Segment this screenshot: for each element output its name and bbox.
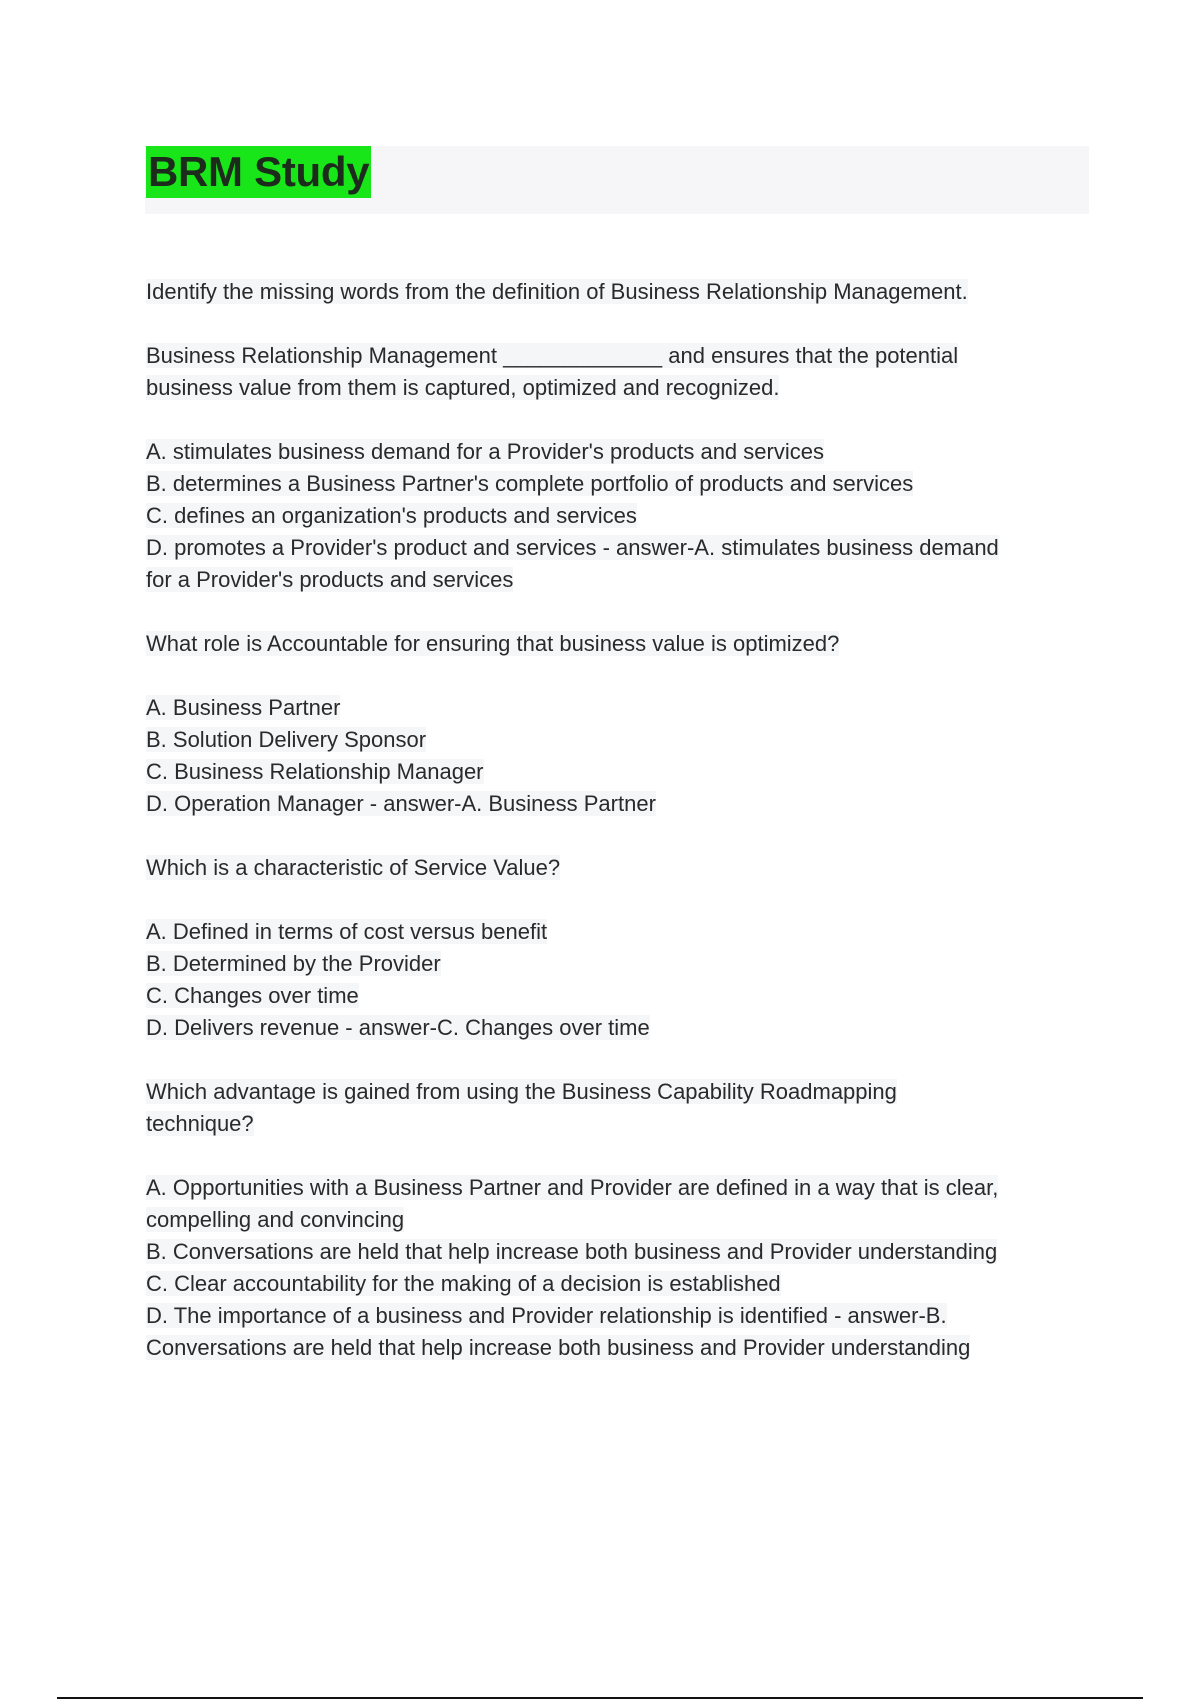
option-a: compelling and convincing (146, 1207, 405, 1232)
question-1-text: Identify the missing words from the definition of Business Relationship Management. (146, 279, 968, 304)
question-3-options (146, 916, 1096, 1044)
option-a: A. Defined in terms of cost versus benefit (146, 919, 548, 944)
option-c: C. defines an organization's products and services (146, 503, 637, 528)
option-d-with-answer: Conversations are held that help increase both business and Provider understanding (146, 1335, 971, 1360)
option-b: B. determines a Business Partner's complete portfolio of products and services (146, 471, 914, 496)
question-4-text: technique? (146, 1111, 254, 1136)
question-1 (146, 276, 1096, 308)
option-c: C. Business Relationship Manager (146, 759, 484, 784)
question-4-text: Which advantage is gained from using the Business Capability Roadmapping (146, 1079, 897, 1104)
option-b: B. Solution Delivery Sponsor (146, 727, 427, 752)
question-2-text: What role is Accountable for ensuring that business value is optimized? (146, 631, 840, 656)
option-a: A. Business Partner (146, 695, 341, 720)
question-3 (146, 852, 1096, 884)
definition-line: Business Relationship Management _____________ and ensures that the potential (146, 343, 959, 368)
option-d-with-answer: for a Provider's products and services (146, 567, 514, 592)
question-2-options (146, 692, 1096, 820)
page-bottom-rule (57, 1697, 1143, 1699)
definition-line: business value from them is captured, optimized and recognized. (146, 375, 780, 400)
option-d-with-answer: D. promotes a Provider's product and services - answer-A. stimulates business demand (146, 535, 999, 560)
option-d-with-answer: D. Delivers revenue - answer-C. Changes over time (146, 1015, 650, 1040)
question-2 (146, 628, 1096, 660)
question-3-text: Which is a characteristic of Service Value? (146, 855, 561, 880)
option-b: B. Determined by the Provider (146, 951, 441, 976)
option-a: A. Opportunities with a Business Partner and Provider are defined in a way that is clear, (146, 1175, 999, 1200)
option-c: C. Clear accountability for the making of a decision is established (146, 1271, 781, 1296)
question-4 (146, 1076, 1096, 1140)
option-c: C. Changes over time (146, 983, 359, 1008)
option-a: A. stimulates business demand for a Provider's products and services (146, 439, 824, 464)
document-title: BRM Study (146, 146, 371, 198)
option-b: B. Conversations are held that help increase both business and Provider understanding (146, 1239, 998, 1264)
question-4-options (146, 1172, 1096, 1364)
option-d-with-answer: D. The importance of a business and Provider relationship is identified - answer-B. (146, 1303, 947, 1328)
option-d-with-answer: D. Operation Manager - answer-A. Business Partner (146, 791, 656, 816)
document-body (146, 276, 1096, 1396)
question-1-options (146, 436, 1096, 596)
question-1-definition (146, 340, 1096, 404)
